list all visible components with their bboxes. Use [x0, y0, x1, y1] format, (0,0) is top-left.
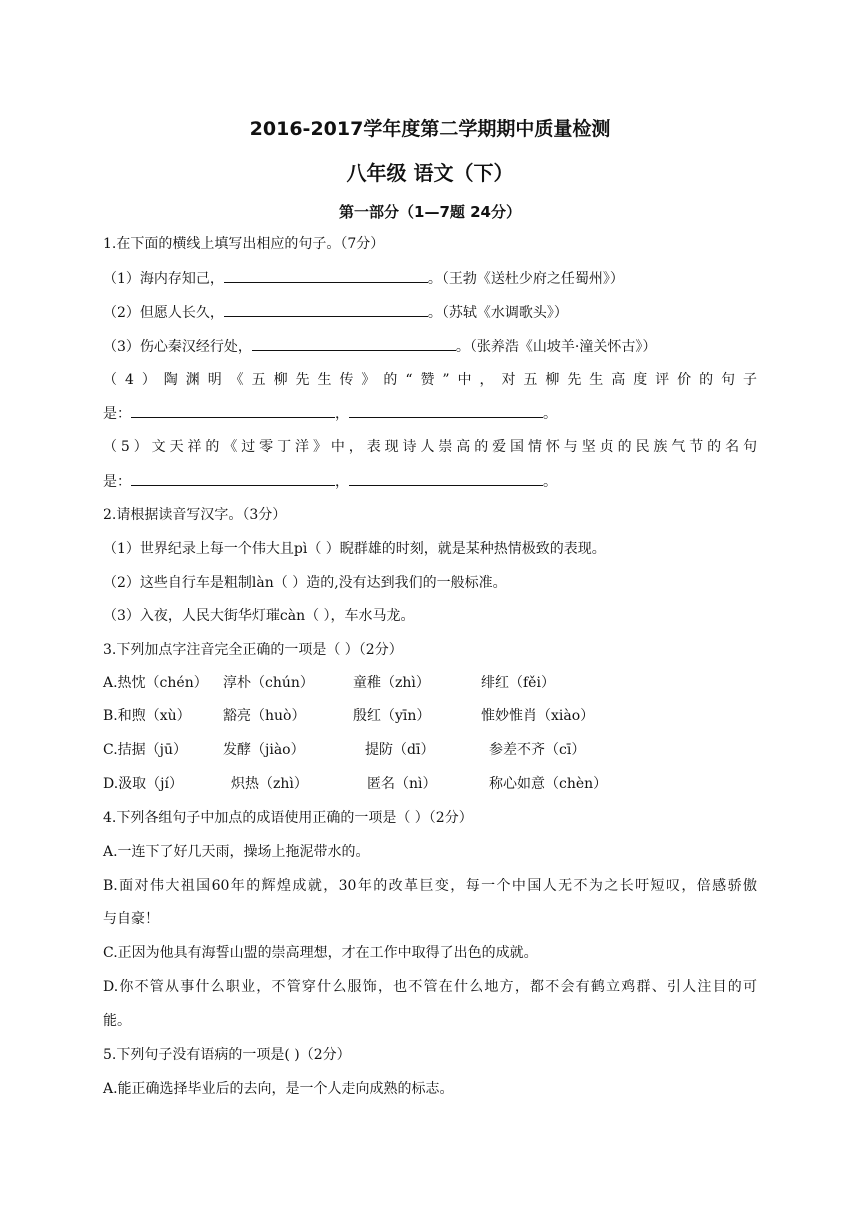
- answer-blank[interactable]: [224, 302, 428, 317]
- q3-b-4: 惟妙惟肖（xiào）: [481, 708, 595, 724]
- exam-title: 2016-2017学年度第二学期期中质量检测: [249, 118, 611, 140]
- q1-item-3: [103, 336, 757, 357]
- q4-stem: 4.下列各组句子中加点的成语使用正确的一项是（ ）（2分）: [103, 810, 473, 826]
- q3-c-3: 提防（dī）: [365, 742, 435, 758]
- q4-option-d: D.你不管从事什么职业，不管穿什么服饰，也不管在什么地方，都不会有鹤立鸡群、引人注目的可: [103, 979, 757, 995]
- q3-c-1: C.拮据（jū）: [103, 742, 188, 758]
- q1-item-3-post: 。（张养浩《山坡羊·潼关怀古》）: [455, 339, 657, 355]
- answer-blank[interactable]: [131, 403, 335, 418]
- q1-item-2-pre: （2）但愿人长久，: [103, 305, 224, 321]
- exam-subtitle: 八年级 语文（下）: [346, 161, 514, 185]
- q3-c-4: 参差不齐（cī）: [489, 742, 586, 758]
- q3-stem: 3.下列加点字注音完全正确的一项是（ ）（2分）: [103, 642, 403, 658]
- answer-blank[interactable]: [224, 268, 428, 283]
- q3-a-2: 淳朴（chún）: [223, 675, 314, 691]
- answer-blank[interactable]: [349, 471, 543, 486]
- q3-c-2: 发酵（jiào）: [223, 742, 305, 758]
- q4-option-d-cont: 能。: [103, 1013, 131, 1029]
- period: 。: [543, 474, 557, 490]
- q4-option-c: C.正因为他具有海誓山盟的崇高理想，才在工作中取得了出色的成就。: [103, 945, 538, 961]
- q1-item-2-post: 。（苏轼《水调歌头》）: [427, 305, 568, 321]
- q2-stem: 2.请根据读音写汉字。（3分）: [103, 507, 287, 523]
- section-heading: 第一部分（1—7题 24分）: [339, 203, 521, 221]
- q4-option-a: A.一连下了好几天雨，操场上拖泥带水的。: [103, 844, 370, 860]
- q1-item-2: [103, 302, 757, 323]
- q4-option-b-cont: 与自豪！: [103, 911, 159, 927]
- q1-item-5: （5）文天祥的《过零丁洋》中，表现诗人崇高的爱国情怀与坚贞的民族气节的名句: [103, 439, 757, 455]
- q4-option-b: B.面对伟大祖国60年的辉煌成就，30年的改革巨变，每一个中国人无不为之长吁短叹，倍感骄傲: [103, 878, 757, 894]
- q1-item-1: [103, 268, 757, 289]
- q1-item-4: （4）陶渊明《五柳先生传》的“赞”中，对五柳先生高度评价的句子: [103, 372, 757, 388]
- answer-blank[interactable]: [131, 471, 335, 486]
- q2-item-1: （1）世界纪录上每一个伟大且pì（ ）睨群雄的时刻，就是某种热情极致的表现。: [103, 541, 606, 557]
- q1-item-1-pre: （1）海内存知己，: [103, 271, 224, 287]
- period: 。: [543, 406, 557, 422]
- q1-stem: 1.在下面的横线上填写出相应的句子。（7分）: [103, 236, 385, 252]
- answer-blank[interactable]: [349, 403, 543, 418]
- q3-d-3: 匿名（nì）: [367, 776, 437, 792]
- q5-option-a: A.能正确选择毕业后的去向，是一个人走向成熟的标志。: [103, 1081, 454, 1097]
- answer-blank[interactable]: [252, 336, 456, 351]
- q3-b-2: 豁亮（huò）: [223, 708, 306, 724]
- comma: ，: [335, 474, 349, 490]
- q3-b-1: B.和煦（xù）: [103, 708, 191, 724]
- answer-lead: 是：: [103, 474, 131, 490]
- q1-item-5-answer: [103, 471, 757, 492]
- q1-item-3-pre: （3）伤心秦汉经行处，: [103, 339, 252, 355]
- q3-d-2: 炽热（zhì）: [231, 776, 308, 792]
- q2-item-3: （3）入夜，人民大街华灯璀càn（ ），车水马龙。: [103, 608, 415, 624]
- q3-d-1: D.汲取（jí）: [103, 776, 183, 792]
- q1-item-1-post: 。（王勃《送杜少府之任蜀州》）: [427, 271, 624, 287]
- q3-b-3: 殷红（yīn）: [353, 708, 431, 724]
- q1-item-4-answer: [103, 403, 757, 424]
- q3-a-3: 童稚（zhì）: [353, 675, 430, 691]
- answer-lead: 是：: [103, 406, 131, 422]
- q3-a-4: 绯红（fěi）: [481, 675, 555, 691]
- comma: ，: [335, 406, 349, 422]
- q2-item-2: （2）这些自行车是粗制làn（ ）造的,没有达到我们的一般标准。: [103, 575, 507, 591]
- q5-stem: 5.下列句子没有语病的一项是( )（2分）: [103, 1047, 351, 1063]
- q3-d-4: 称心如意（chèn）: [489, 776, 608, 792]
- q3-a-1: A.热忱（chén）: [103, 675, 208, 691]
